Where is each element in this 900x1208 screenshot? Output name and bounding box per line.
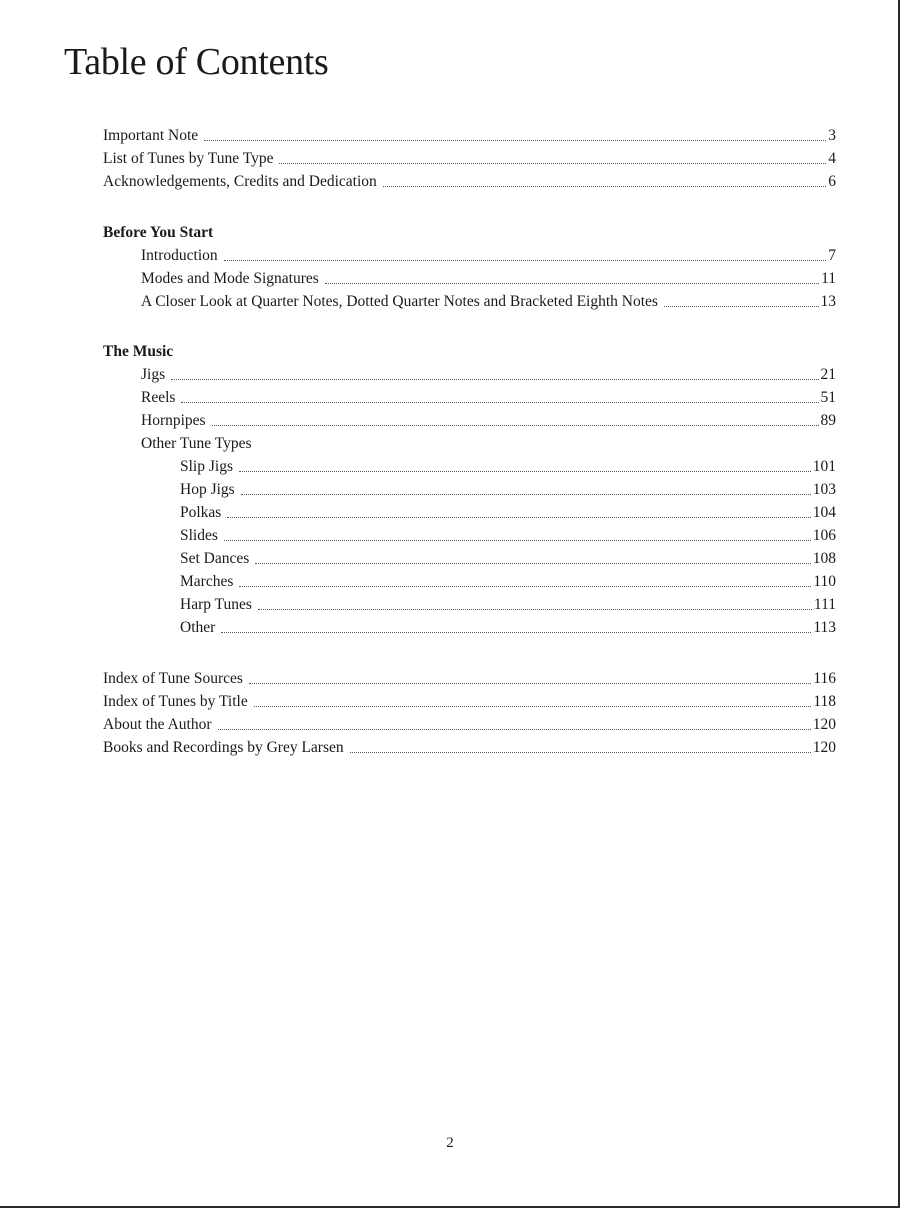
toc-entry-page: 108 (812, 550, 836, 567)
toc-entry-label: Slides (180, 527, 218, 544)
toc-entry-label: Reels (141, 389, 176, 406)
toc-entry-label: Index of Tune Sources (103, 670, 243, 687)
toc-entry-label: Slip Jigs (180, 458, 233, 475)
toc-entry-page: 120 (812, 716, 836, 733)
toc-entry[interactable] (103, 170, 836, 193)
toc-entry-label: Hop Jigs (180, 481, 235, 498)
toc-entry-label: Other (180, 619, 216, 636)
dot-leader (255, 562, 810, 564)
dot-leader (171, 378, 818, 380)
toc-entry[interactable] (103, 736, 836, 759)
dot-leader (224, 539, 811, 541)
toc-entry-page: 6 (828, 173, 836, 190)
toc-entry-label: Important Note (103, 127, 199, 144)
toc-entry-label: Books and Recordings by Grey Larsen (103, 739, 344, 756)
toc-entry-page: 116 (813, 670, 836, 687)
toc-entry-label: Introduction (141, 247, 218, 264)
toc-entry[interactable] (103, 124, 836, 147)
toc-entry-page: 104 (812, 504, 836, 521)
toc-entry-page: 106 (812, 527, 836, 544)
toc-entry[interactable] (103, 363, 836, 386)
toc-entry[interactable] (103, 147, 836, 170)
toc-entry[interactable] (103, 667, 836, 690)
toc-entry-page: 13 (820, 293, 836, 310)
toc-entry[interactable] (103, 244, 836, 267)
toc-entry-page: 110 (813, 573, 836, 590)
section-heading-the-music: The Music (103, 343, 174, 360)
toc-entry[interactable] (103, 290, 836, 313)
toc-entry[interactable] (103, 501, 836, 524)
toc-entry[interactable] (103, 713, 836, 736)
toc-entry[interactable] (103, 386, 836, 409)
dot-leader (212, 424, 819, 426)
dot-leader (279, 162, 826, 164)
toc-entry-label: Polkas (180, 504, 222, 521)
toc-entry[interactable] (103, 593, 836, 616)
page-number: 2 (446, 1135, 454, 1151)
toc-entry-label: Marches (180, 573, 234, 590)
toc-entry-label: Index of Tunes by Title (103, 693, 248, 710)
dot-leader (218, 728, 811, 730)
page-title: Table of Contents (64, 41, 329, 83)
dot-leader (241, 493, 811, 495)
dot-leader (350, 751, 811, 753)
toc-entry[interactable] (103, 455, 836, 478)
toc-entry-page: 3 (828, 127, 836, 144)
toc-entry[interactable] (103, 267, 836, 290)
toc-entry-page: 4 (828, 150, 836, 167)
toc-entry[interactable] (103, 478, 836, 501)
toc-entry-page: 120 (812, 739, 836, 756)
dot-leader (383, 185, 826, 187)
dot-leader (249, 682, 811, 684)
toc-entry-label: A Closer Look at Quarter Notes, Dotted Quarter Notes and Bracketed Eighth Notes (141, 293, 658, 310)
dot-leader (239, 470, 811, 472)
toc-entry-page: 103 (812, 481, 836, 498)
toc-entry-label: Acknowledgements, Credits and Dedication (103, 173, 377, 190)
dot-leader (204, 139, 826, 141)
toc-entry-page: 101 (812, 458, 836, 475)
toc-entry[interactable] (103, 616, 836, 639)
toc-entry-label: List of Tunes by Tune Type (103, 150, 274, 167)
dot-leader (227, 516, 810, 518)
toc-entry[interactable] (103, 547, 836, 570)
toc-entry-label: Jigs (141, 366, 166, 383)
dot-leader (664, 305, 819, 307)
toc-entry-label: Set Dances (180, 550, 250, 567)
toc-entry[interactable] (103, 570, 836, 593)
dot-leader (325, 282, 819, 284)
dot-leader (224, 259, 827, 261)
dot-leader (239, 585, 811, 587)
toc-entry[interactable] (103, 690, 836, 713)
toc-entry-page: 118 (813, 693, 836, 710)
dot-leader (221, 631, 811, 633)
toc-entry-page: 89 (820, 412, 836, 429)
toc-entry-label: About the Author (103, 716, 212, 733)
toc-entry-label: Modes and Mode Signatures (141, 270, 319, 287)
toc-entry-label: Other Tune Types (141, 435, 252, 452)
toc-entry-page: 11 (821, 270, 836, 287)
dot-leader (254, 705, 812, 707)
toc-entry-page: 7 (828, 247, 836, 264)
toc-subheading-other-tune-types (103, 432, 836, 455)
section-heading-before-you-start: Before You Start (103, 224, 214, 241)
table-of-contents (103, 124, 836, 759)
toc-entry[interactable] (103, 409, 836, 432)
toc-entry-page: 21 (820, 366, 836, 383)
dot-leader (181, 401, 818, 403)
toc-entry-label: Harp Tunes (180, 596, 252, 613)
dot-leader (258, 608, 812, 610)
toc-entry-page: 113 (813, 619, 836, 636)
toc-entry-label: Hornpipes (141, 412, 206, 429)
toc-entry-page: 111 (813, 596, 836, 613)
toc-entry[interactable] (103, 524, 836, 547)
toc-entry-page: 51 (820, 389, 836, 406)
